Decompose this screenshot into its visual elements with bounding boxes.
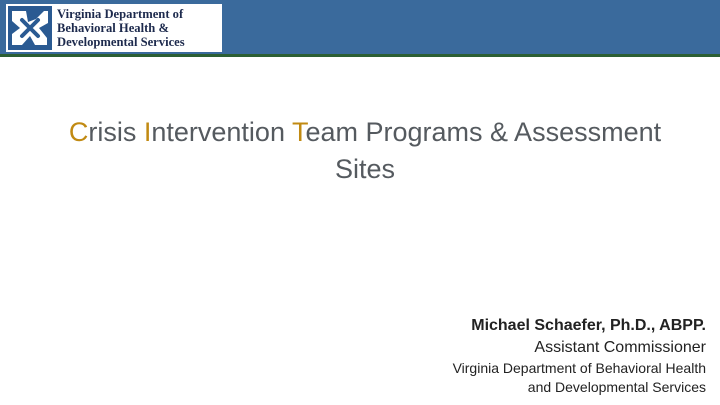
title-initial-i: I <box>143 117 152 147</box>
header-divider <box>0 54 720 57</box>
logo-wordmark <box>57 7 185 49</box>
dbhds-logo-icon <box>8 6 52 50</box>
title-word-intervention: ntervention <box>151 117 292 147</box>
title-initial-c: C <box>68 117 89 147</box>
title-initial-t: T <box>291 117 306 147</box>
title-word-crisis: risis <box>88 117 144 147</box>
presenter-block <box>306 314 706 397</box>
presenter-org-line-1: Virginia Department of Behavioral Health <box>452 360 706 376</box>
slide-title-line-1 <box>10 114 720 151</box>
title-word-team-rest: eam Programs & Assessment <box>305 117 662 147</box>
logo-line-3: Developmental Services <box>57 35 185 49</box>
logo-line-1: Virginia Department of <box>57 7 184 21</box>
presenter-name: Michael Schaefer, Ph.D., ABPP. <box>471 317 706 334</box>
presenter-role: Assistant Commissioner <box>534 339 706 356</box>
logo-line-2: Behavioral Health & <box>57 21 169 35</box>
slide-title-line-2: Sites <box>334 154 396 184</box>
organization-logo <box>6 4 222 52</box>
slide-title <box>10 114 720 188</box>
presenter-org-line-2: and Developmental Services <box>527 379 706 395</box>
